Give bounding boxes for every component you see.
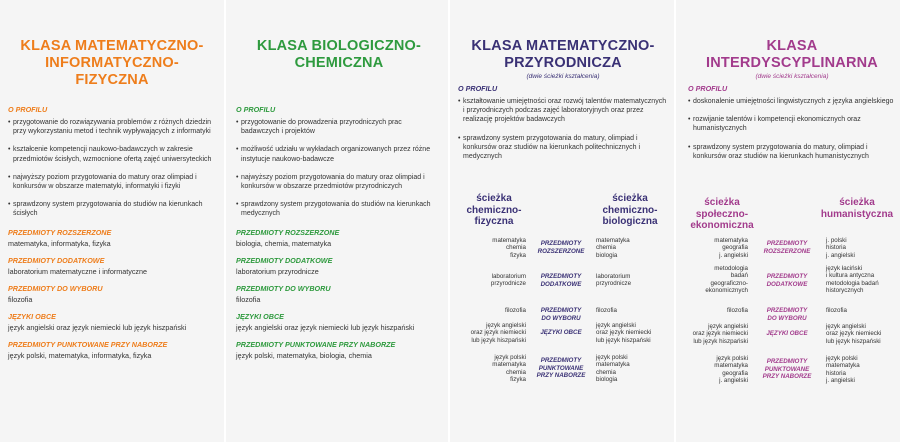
field-label: PRZEDMIOTY ROZSZERZONE [236,227,340,237]
field-value: język angielski oraz język niemiecki lub język hiszpański [236,322,415,332]
field-label: PRZEDMIOTY DODATKOWE [236,255,333,265]
bullet-list [8,118,216,219]
table-row: filozofia PRZEDMIOTY DO WYBORU filozofia [727,307,847,322]
field-label: PRZEDMIOTY PUNKTOWANE PRZY NABORZE [8,339,168,349]
bullet-list [688,97,896,161]
field-label: PRZEDMIOTY DO WYBORU [236,283,331,293]
table-row: laboratorium przyrodnicze PRZEDMIOTY DODATKOWE laboratorium przyrodnicze [490,273,632,288]
list-item: • przygotowanie do rozwiązywania problemów z różnych dziedzin przy wykorzystaniu metod i technik wypływających z informatyki [8,118,216,136]
section-label: O PROFILU [458,84,498,93]
table-row: filozofia PRZEDMIOTY DO WYBORU filozofia [505,307,617,322]
list-item: • kształtowanie umiejętności oraz rozwój talentów matematycznych i przyrodniczych podczas zajęć laboratoryjnych oraz przez realizację projektów badawczych [458,97,668,125]
list-item: • rozwijanie talentów i kompetencji ekonomicznych oraz humanistycznych [688,115,896,133]
field-value: filozofia [8,294,33,304]
path-grid [680,237,898,395]
field-value: filozofia [236,294,261,304]
field-value: biologia, chemia, matematyka [236,238,332,248]
list-item: • możliwość udziału w wykładach organizowanych przez różne instytucje naukowo-badawcze [236,145,442,163]
field-label: PRZEDMIOTY DO WYBORU [8,283,103,293]
table-row: matematyka chemia fizyka PRZEDMIOTY ROZSZERZONE matematyka chemia biologia [492,237,630,259]
list-item: • sprawdzony system przygotowania do studiów na kierunkach ścisłych [8,200,216,218]
table-row: język angielski oraz język niemiecki lub język hiszpański JĘZYKI OBCE język angielski oraz język niemiecki lub język hiszpański [692,323,882,345]
path-title-left: ścieżka społeczno- ekonomiczna [690,197,754,231]
field-value: język polski, matematyka, biologia, chemia [236,350,372,360]
column-subtitle: (dwie ścieżki kształcenia) [526,73,600,80]
section-label: O PROFILU [8,105,48,114]
section-label: O PROFILU [236,105,276,114]
field-value: laboratorium przyrodnicze [236,266,319,276]
column-mat-przyr [450,0,674,442]
field-value: laboratorium matematyczne i informatyczne [8,266,148,276]
column-mat-inf-fiz [0,0,224,442]
column-title: KLASA MATEMATYCZNO- PRZYRODNICZA [471,38,655,71]
field-value: matematyka, informatyka, fizyka [8,238,111,248]
path-grid [458,237,670,394]
field-label: PRZEDMIOTY DODATKOWE [8,255,105,265]
path-title-right: ścieżka humanistyczna [820,197,894,220]
path-title-right: ścieżka chemiczno- biologiczna [602,193,658,227]
field-label: JĘZYKI OBCE [236,311,284,321]
column-bio-chem [226,0,448,442]
column-title: KLASA MATEMATYCZNO- INFORMATYCZNO- FIZYCZNA [20,38,204,88]
list-item: • sprawdzony system przygotowania do matury, olimpiad i konkursów oraz studiów na kierunkach humanistycznych [688,143,896,161]
table-row: metodologia badań geograficzno- ekonomicznych PRZEDMIOTY DODATKOWE język łaciński i kultura antyczna metodologia badań historycznych [705,265,879,295]
list-item: • sprawdzony system przygotowania do matury, olimpiad i konkursów oraz studiów na kierunkach politechnicznych i medycznych [458,134,668,162]
column-interdyscyplinarna [676,0,900,442]
field-value: język polski, matematyka, informatyka, fizyka [8,350,152,360]
bullet-list [458,97,668,161]
column-title: KLASA INTERDYSCYPLINARNA [706,38,878,71]
list-item: • najwyższy poziom przygotowania do matury oraz olimpiad i konkursów w obszarze matematyki, informatyki i fizyki [8,173,216,191]
field-label: PRZEDMIOTY ROZSZERZONE [8,227,112,237]
path-title-left: ścieżka chemiczno- fizyczna [466,193,522,227]
list-item: • przygotowanie do prowadzenia przyrodniczych prac badawczych i projektów [236,118,442,136]
list-item: • najwyższy poziom przygotowania do matury oraz olimpiad i konkursów w obszarze przedmiotów przyrodniczych [236,173,442,191]
section-label: O PROFILU [688,84,728,93]
table-row: matematyka geografia j. angielski PRZEDMIOTY ROZSZERZONE j. polski historia j. angielski [714,237,855,259]
bullet-list [236,118,442,219]
field-label: PRZEDMIOTY PUNKTOWANE PRZY NABORZE [236,339,396,349]
column-subtitle: (dwie ścieżki kształcenia) [755,73,829,80]
field-value: język angielski oraz język niemiecki lub język hiszpański [8,322,187,332]
field-label: JĘZYKI OBCE [8,311,56,321]
table-row: język polski matematyka chemia fizyka PRZEDMIOTY PUNKTOWANE PRZY NABORZE język polski matematyka chemia biologia [492,354,630,384]
column-title: KLASA BIOLOGICZNO- CHEMICZNA [256,38,422,71]
list-item: • sprawdzony system przygotowania do studiów na kierunkach medycznych [236,200,442,218]
table-row: język angielski oraz język niemiecki lub język hiszpański JĘZYKI OBCE język angielski oraz język niemiecki lub język hiszpański [470,322,652,344]
list-item: • doskonalenie umiejętności lingwistycznych z języka angielskiego [688,97,896,106]
list-item: • kształcenie kompetencji naukowo-badawczych w zakresie przedmiotów ścisłych, wzmocnione ofertą zajęć uniwersyteckich [8,145,216,163]
table-row: język polski matematyka geografia j. angielski PRZEDMIOTY PUNKTOWANE PRZY NABORZE język polski matematyka historia j. angielski [714,355,860,385]
